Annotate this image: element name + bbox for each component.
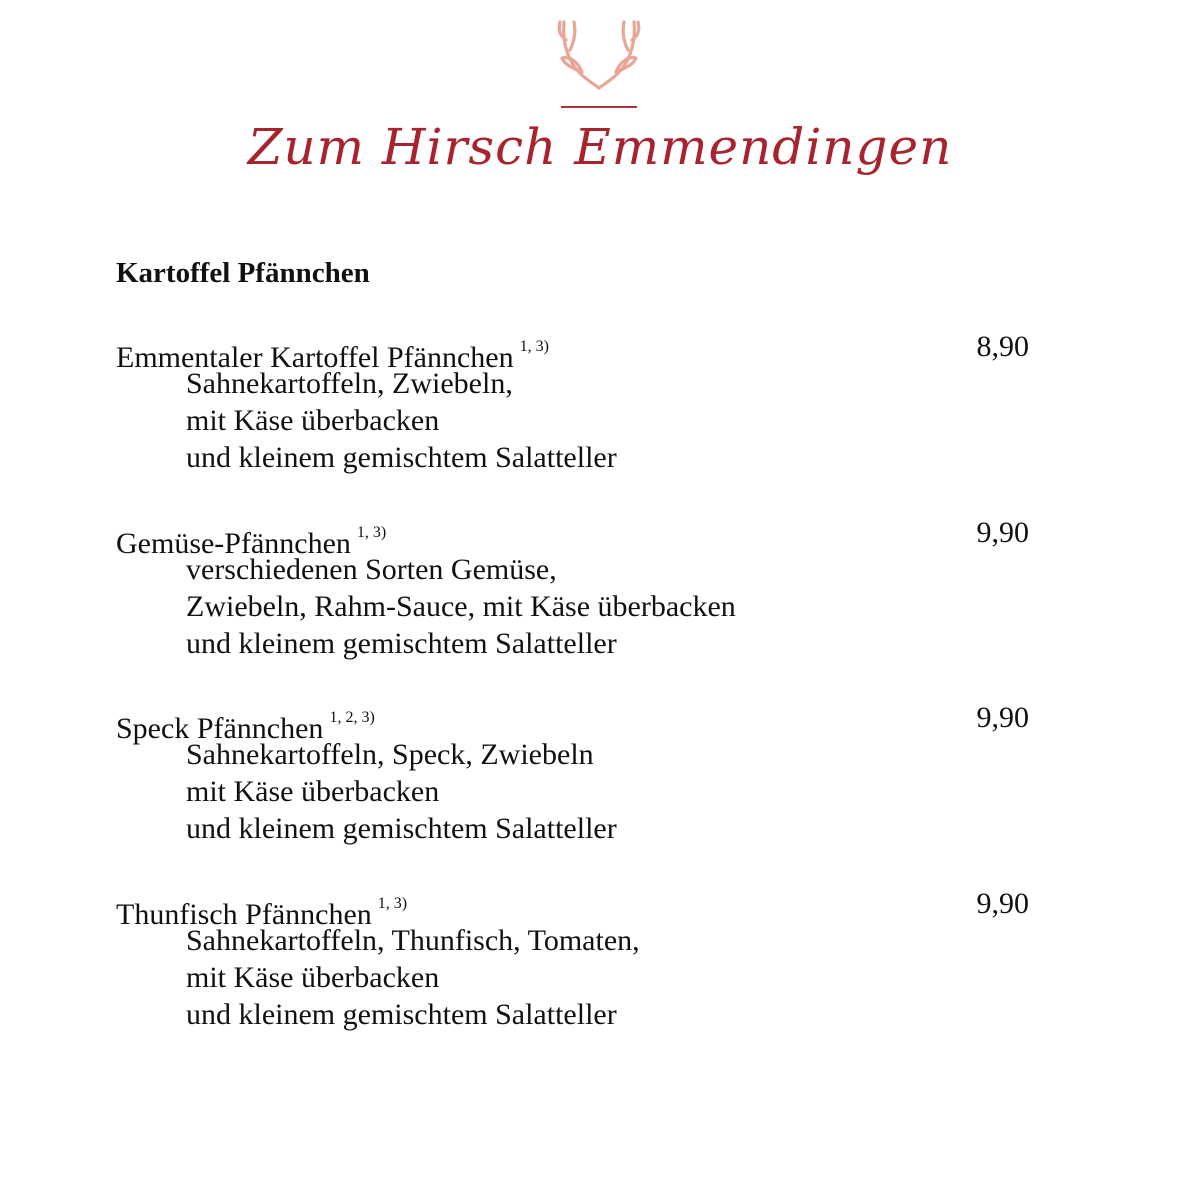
- menu-item-description-line: mit Käse überbacken: [186, 961, 440, 994]
- menu-item-header: [116, 885, 1036, 931]
- menu-item-description-line: Sahnekartoffeln, Speck, Zwiebeln: [186, 738, 594, 771]
- menu-item-name: Gemüse-Pfännchen: [116, 527, 351, 560]
- menu-item-name: Thunfisch Pfännchen: [116, 898, 372, 931]
- menu-item-description-line: verschiedenen Sorten Gemüse,: [186, 553, 557, 586]
- menu-item-header: [116, 699, 1036, 745]
- menu-item-description-line: mit Käse überbacken: [186, 775, 440, 808]
- menu-item: [116, 699, 1036, 847]
- menu-item-description-line: mit Käse überbacken: [186, 404, 440, 437]
- menu-item-name: Speck Pfännchen: [116, 712, 324, 745]
- menu-item-description-line: und kleinem gemischtem Salatteller: [186, 812, 617, 845]
- section-title: Kartoffel Pfännchen: [116, 257, 370, 289]
- menu-item-price: 8,90: [976, 330, 1029, 363]
- logo-divider: [561, 106, 637, 108]
- allergen-codes: 1, 2, 3): [329, 709, 375, 726]
- menu-item-price: 9,90: [976, 701, 1029, 734]
- menu-item: [116, 514, 1036, 662]
- menu-item-price: 9,90: [976, 887, 1029, 920]
- menu-item-description-line: Zwiebeln, Rahm-Sauce, mit Käse überbacken: [186, 590, 736, 623]
- menu-item: [116, 885, 1036, 1033]
- menu-item-description-line: Sahnekartoffeln, Thunfisch, Tomaten,: [186, 924, 640, 957]
- menu-item-description-line: und kleinem gemischtem Salatteller: [186, 998, 617, 1031]
- menu-item-price: 9,90: [976, 516, 1029, 549]
- restaurant-logo: [0, 0, 1200, 200]
- menu-item-description-line: und kleinem gemischtem Salatteller: [186, 441, 617, 474]
- menu-item-header: [116, 328, 1036, 374]
- menu-item-description-line: und kleinem gemischtem Salatteller: [186, 627, 617, 660]
- menu-item-name: Emmentaler Kartoffel Pfännchen: [116, 341, 514, 374]
- allergen-codes: 1, 3): [356, 524, 387, 541]
- menu-item-header: [116, 514, 1036, 560]
- restaurant-name: Zum Hirsch Emmendingen: [247, 118, 953, 176]
- menu-item-description-line: Sahnekartoffeln, Zwiebeln,: [186, 367, 513, 400]
- menu-item: [116, 328, 1036, 476]
- deer-antlers-icon: [552, 18, 646, 94]
- allergen-codes: 1, 3): [519, 338, 549, 355]
- allergen-codes: 1, 3): [377, 895, 408, 912]
